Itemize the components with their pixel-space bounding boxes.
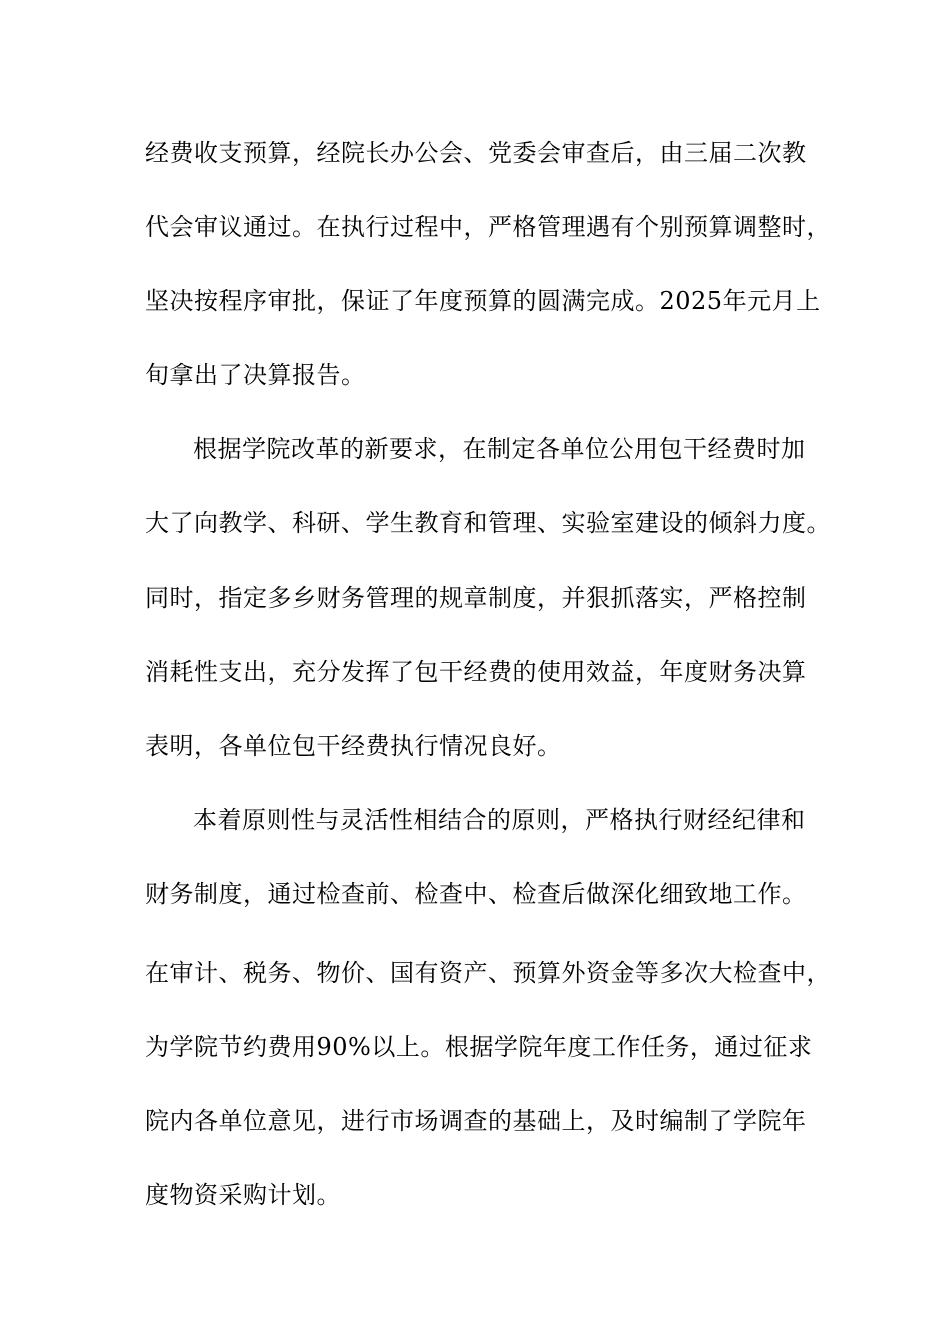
- paragraph-2-line-1: 根据学院改革的新要求，在制定各单位公用包干经费时加: [193, 435, 806, 463]
- paragraph-1-line-1: 经费收支预算，经院长办公会、党委会审查后，由三届二次教: [145, 139, 807, 167]
- paragraph-2-line-3: 同时，指定多乡财务管理的规章制度，并狠抓落实，严格控制: [145, 584, 807, 612]
- paragraph-1-line-4: 旬拿出了决算报告。: [145, 361, 366, 389]
- paragraph-2-line-4: 消耗性支出，充分发挥了包干经费的使用效益，年度财务决算: [145, 658, 807, 686]
- paragraph-3-line-5: 院内各单位意见，进行市场调查的基础上，及时编制了学院年: [145, 1107, 807, 1135]
- paragraph-2-line-2: 大了向教学、科研、学生教育和管理、实验室建设的倾斜力度。: [145, 509, 831, 537]
- paragraph-3-line-3: 在审计、税务、物价、国有资产、预算外资金等多次大检查中，: [145, 959, 831, 987]
- paragraph-3-line-1: 本着原则性与灵活性相结合的原则，严格执行财经纪律和: [193, 806, 806, 834]
- paragraph-3-line-6: 度物资采购计划。: [145, 1181, 341, 1209]
- paragraph-1-line-2: 代会审议通过。在执行过程中，严格管理遇有个别预算调整时，: [145, 213, 831, 241]
- paragraph-1-line-3: 坚决按程序审批，保证了年度预算的圆满完成。2025年元月上: [145, 287, 821, 315]
- paragraph-2-line-5: 表明，各单位包干经费执行情况良好。: [145, 732, 562, 760]
- paragraph-3-line-4: 为学院节约费用90%以上。根据学院年度工作任务，通过征求: [145, 1033, 813, 1061]
- paragraph-3-line-2: 财务制度，通过检查前、检查中、检查后做深化细致地工作。: [145, 880, 807, 908]
